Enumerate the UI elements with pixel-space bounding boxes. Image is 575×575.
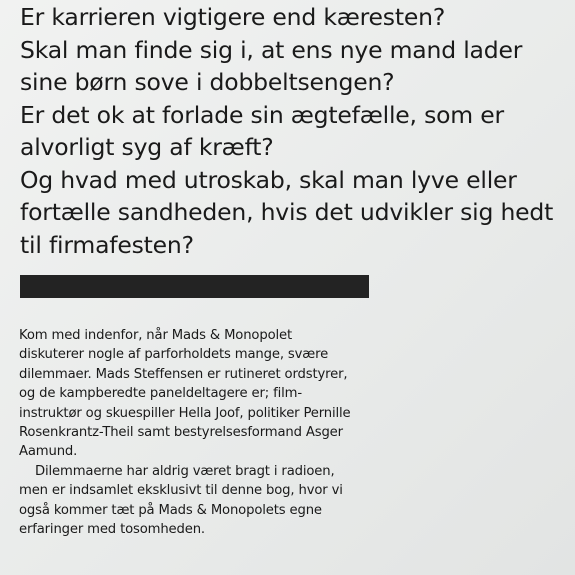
text-line: Dilemmaerne har aldrig været bragt i radioen, bbox=[35, 463, 335, 479]
text-line: diskuterer nogle af parforholdets mange, svære bbox=[19, 347, 329, 363]
description-text bbox=[19, 326, 379, 539]
question-line: Er karrieren vigtigere end kæresten? bbox=[20, 3, 446, 31]
text-line: Rosenkrantz-Theil samt bestyrelsesformand Asger bbox=[19, 425, 343, 441]
question-line: sine børn sove i dobbeltsengen? bbox=[20, 68, 395, 96]
question-line: Og hvad med utroskab, skal man lyve eller bbox=[20, 165, 517, 194]
text-line: og de kampberedte paneldeltagere er; film- bbox=[19, 386, 302, 402]
dilemma-questions bbox=[20, 1, 572, 261]
question-line: fortælle sandheden, hvis det udvikler sig hedt bbox=[20, 198, 554, 226]
text-line: instruktør og skuespiller Hella Joof, politiker Pernille bbox=[19, 405, 351, 421]
question-line: Skal man finde sig i, at ens nye mand lader bbox=[20, 35, 523, 64]
text-line: Aamund. bbox=[19, 444, 78, 460]
text-line: også kommer tæt på Mads & Monopolets egne bbox=[19, 502, 322, 518]
description-paragraph-1 bbox=[19, 326, 379, 462]
text-line: erfaringer med tosomheden. bbox=[19, 522, 205, 538]
question-line: til firmafesten? bbox=[20, 230, 194, 259]
text-line: dilemmaer. Mads Steffensen er rutineret ordstyrer, bbox=[19, 366, 348, 382]
black-divider-bar bbox=[20, 275, 369, 298]
question-line: alvorligt syg af kræft? bbox=[20, 133, 274, 161]
text-line: Kom med indenfor, når Mads & Monopolet bbox=[19, 328, 292, 343]
description-paragraph-2 bbox=[19, 462, 379, 540]
question-line: Er det ok at forlade sin ægtefælle, som er bbox=[20, 100, 504, 129]
text-line: men er indsamlet eksklusivt til denne bog, hvor vi bbox=[19, 483, 343, 499]
